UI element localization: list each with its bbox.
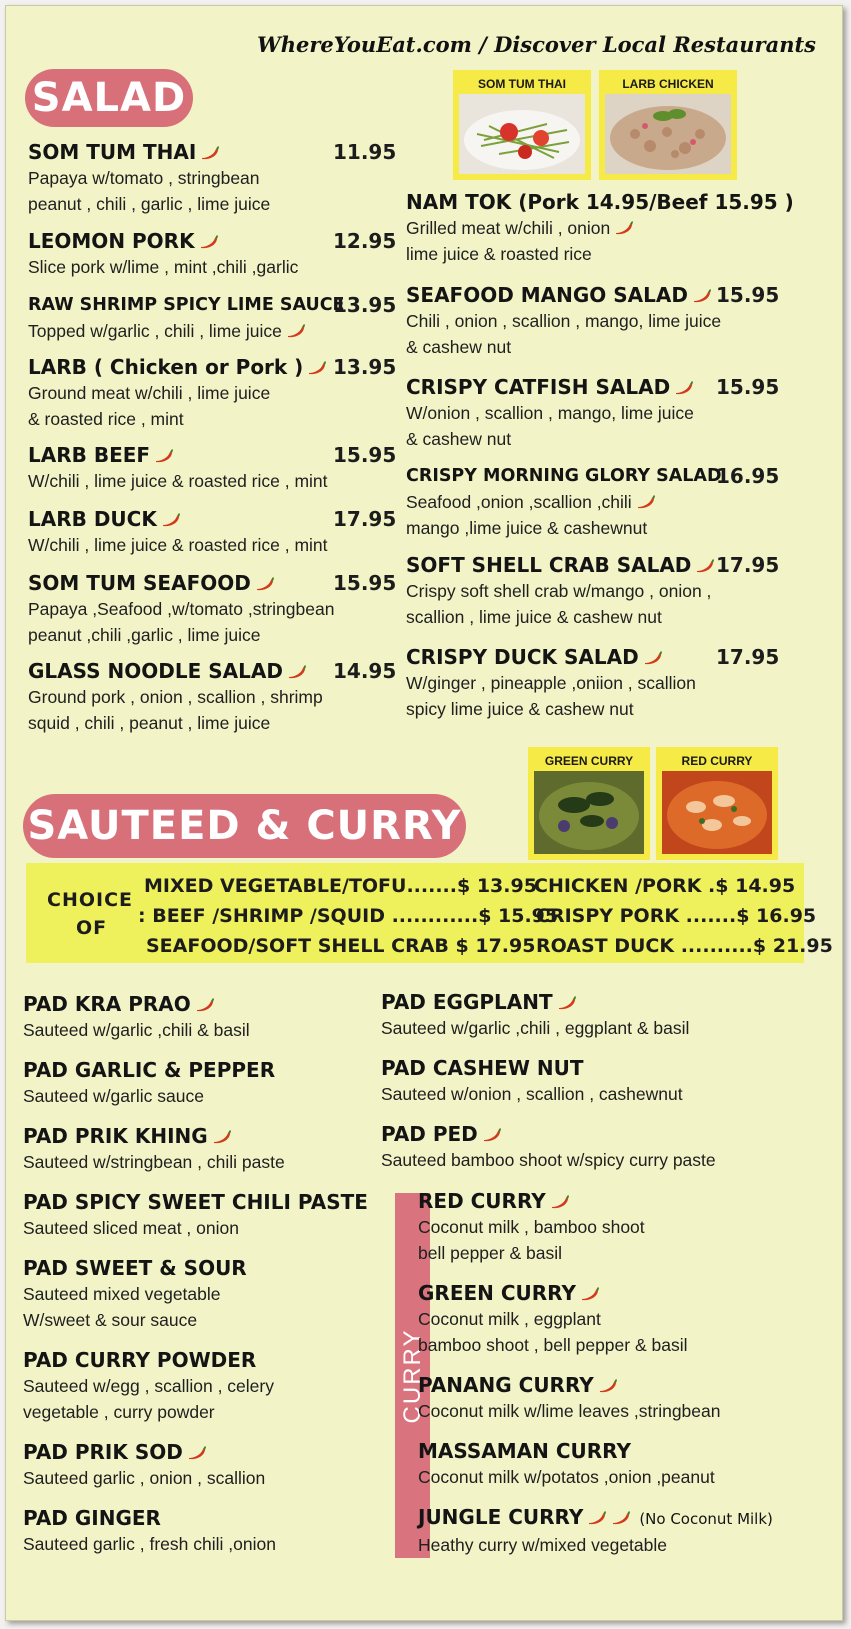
- item-name-text: SOM TUM THAI: [28, 140, 197, 164]
- item-description: [418, 1306, 818, 1332]
- item-description-text: Seafood ,onion ,scallion ,chili: [406, 492, 632, 512]
- item-name-text: SOFT SHELL CRAB SALAD: [406, 553, 692, 577]
- chili-icon: [643, 651, 663, 665]
- chili-icon: [195, 998, 215, 1012]
- item-name-text: CRISPY CATFISH SALAD: [406, 375, 671, 399]
- menu-item: [23, 1123, 383, 1175]
- menu-item: [406, 644, 806, 722]
- item-description-text: vegetable , curry powder: [23, 1402, 215, 1422]
- item-name: [23, 1347, 383, 1373]
- item-name: [23, 1255, 383, 1281]
- item-name-text: RAW SHRIMP SPICY LIME SAUCE: [28, 295, 345, 315]
- item-description-text: Papaya ,Seafood ,w/tomato ,stringbean: [28, 599, 335, 619]
- menu-item: [418, 1438, 818, 1490]
- chili-icon: [154, 449, 174, 463]
- menu-item: [23, 1347, 383, 1425]
- photo-caption: RED CURRY: [681, 754, 753, 768]
- chili-icon: [598, 1379, 618, 1393]
- menu-item: [406, 552, 806, 630]
- item-description: [406, 696, 806, 722]
- item-name: [23, 1057, 383, 1083]
- item-price: 17.95: [716, 645, 780, 669]
- item-description-text: Sauteed mixed vegetable: [23, 1284, 221, 1304]
- item-description-text: Sauteed w/garlic ,chili , eggplant & basil: [381, 1018, 690, 1038]
- photo-green-curry: [528, 747, 650, 860]
- chili-icon: [287, 665, 307, 679]
- item-name: [23, 991, 383, 1017]
- item-description: [23, 1465, 383, 1491]
- item-description: [23, 1017, 383, 1043]
- menu-item: [406, 189, 806, 267]
- item-description: [418, 1214, 818, 1240]
- item-description: [23, 1399, 383, 1425]
- chili-icon: [200, 146, 220, 160]
- item-description: [28, 165, 393, 191]
- menu-item: [381, 1121, 811, 1173]
- menu-item: [406, 374, 806, 452]
- menu-item: [23, 1439, 383, 1491]
- item-description-text: W/sweet & sour sauce: [23, 1310, 198, 1330]
- menu-item: [406, 282, 806, 360]
- item-description-text: bamboo shoot , bell pepper & basil: [418, 1335, 688, 1355]
- item-description-text: peanut ,chili ,garlic , lime juice: [28, 625, 261, 645]
- item-name-text: PAD PRIK KHING: [23, 1124, 208, 1148]
- item-price: 14.95: [333, 659, 397, 683]
- larb-chicken-image: [605, 94, 731, 174]
- item-name-text: PAD EGGPLANT: [381, 990, 553, 1014]
- menu-item: [23, 1505, 383, 1557]
- item-description: [28, 468, 393, 494]
- item-description: [28, 191, 393, 217]
- item-price: 17.95: [333, 507, 397, 531]
- item-name-text: PAD GARLIC & PEPPER: [23, 1058, 276, 1082]
- item-name-text: CRISPY DUCK SALAD: [406, 645, 639, 669]
- item-name-text: PAD KRA PRAO: [23, 992, 191, 1016]
- item-description: [406, 604, 806, 630]
- menu-item: [28, 506, 397, 558]
- item-description: [28, 532, 393, 558]
- item-name-text: PAD CASHEW NUT: [381, 1056, 584, 1080]
- item-name-text: CRISPY MORNING GLORY SALAD: [406, 466, 722, 486]
- item-price: 15.95: [333, 443, 397, 467]
- menu-item: [28, 292, 397, 344]
- item-description-text: Sauteed bamboo shoot w/spicy curry paste: [381, 1150, 716, 1170]
- menu-item: [28, 228, 397, 280]
- item-description-text: Sauteed w/egg , scallion , celery: [23, 1376, 274, 1396]
- item-name: [23, 1505, 383, 1531]
- item-description-text: Sauteed w/garlic ,chili & basil: [23, 1020, 250, 1040]
- chili-icon: [161, 513, 181, 527]
- item-price: 15.95: [333, 571, 397, 595]
- item-name-text: PAD CURRY POWDER: [23, 1348, 257, 1372]
- chili-icon: [614, 221, 634, 235]
- item-description-text: Coconut milk w/lime leaves ,stringbean: [418, 1401, 721, 1421]
- choice-label-of: OF: [76, 917, 108, 939]
- item-name-text: SOM TUM SEAFOOD: [28, 571, 251, 595]
- item-description-text: Sauteed sliced meat , onion: [23, 1218, 239, 1238]
- chili-icon: [580, 1287, 600, 1301]
- item-description: [381, 1147, 811, 1173]
- item-name: [381, 1055, 811, 1081]
- item-price: 16.95: [716, 464, 780, 488]
- item-name-text: NAM TOK (Pork 14.95/Beef 15.95 ): [406, 190, 794, 214]
- item-name-text: GLASS NOODLE SALAD: [28, 659, 283, 683]
- photo-caption: SOM TUM THAI: [478, 77, 566, 91]
- item-description: [406, 308, 806, 334]
- item-description-text: Sauteed w/garlic sauce: [23, 1086, 204, 1106]
- choice-row: CHICKEN /PORK .$ 14.95: [534, 875, 796, 897]
- item-description-text: Slice pork w/lime , mint ,chili ,garlic: [28, 257, 299, 277]
- item-name-text: PAD SPICY SWEET CHILI PASTE: [23, 1190, 368, 1214]
- item-name: [418, 1438, 818, 1464]
- item-description-text: W/chili , lime juice & roasted rice , mint: [28, 471, 328, 491]
- item-description: [28, 684, 393, 710]
- menu-item: [28, 658, 397, 736]
- item-description-text: Sauteed w/onion , scallion , cashewnut: [381, 1084, 683, 1104]
- menu-item: [28, 442, 397, 494]
- item-name-text: PAD GINGER: [23, 1506, 161, 1530]
- item-description: [406, 241, 806, 267]
- item-description: [406, 334, 806, 360]
- item-name-text: LARB DUCK: [28, 507, 157, 531]
- protein-choice-box: [26, 863, 833, 963]
- item-description-text: W/chili , lime juice & roasted rice , mint: [28, 535, 328, 555]
- item-description-text: Ground meat w/chili , lime juice: [28, 383, 271, 403]
- item-description: [406, 670, 806, 696]
- photo-red-curry: [656, 747, 778, 860]
- menu-item: [406, 463, 806, 541]
- chili-icon: [255, 577, 275, 591]
- chili-icon: [692, 289, 712, 303]
- item-description-text: Heathy curry w/mixed vegetable: [418, 1535, 667, 1555]
- papaya-salad-image: [459, 94, 585, 174]
- item-description-text: Sauteed w/stringbean , chili paste: [23, 1152, 285, 1172]
- item-name-text: LARB BEEF: [28, 443, 151, 467]
- item-name: [406, 189, 806, 215]
- item-price: 15.95: [716, 375, 780, 399]
- item-name-text: GREEN CURRY: [418, 1281, 576, 1305]
- item-description: [418, 1464, 818, 1490]
- item-description: [28, 622, 393, 648]
- menu-item: [418, 1372, 818, 1424]
- item-description: [28, 254, 393, 280]
- item-description-text: Coconut milk , eggplant: [418, 1309, 601, 1329]
- item-description: [23, 1373, 383, 1399]
- item-description: [23, 1531, 383, 1557]
- item-description-text: Chili , onion , scallion , mango, lime juice: [406, 311, 722, 331]
- item-description-text: W/ginger , pineapple ,oniion , scallion: [406, 673, 696, 693]
- menu-item: [28, 570, 397, 648]
- photo-larb-chicken: [599, 70, 737, 180]
- item-description: [23, 1215, 383, 1241]
- item-description-text: Coconut milk w/potatos ,onion ,peanut: [418, 1467, 715, 1487]
- choice-row: ROAST DUCK ..........$ 21.95: [536, 935, 833, 957]
- menu-page: [5, 5, 843, 1621]
- chili-icon: [212, 1130, 232, 1144]
- item-description-text: Ground pork , onion , scallion , shrimp: [28, 687, 323, 707]
- item-price: 15.95: [716, 283, 780, 307]
- item-description-text: Sauteed garlic , onion , scallion: [23, 1468, 266, 1488]
- item-description: [406, 400, 806, 426]
- item-description-text: lime juice & roasted rice: [406, 244, 592, 264]
- item-description-text: scallion , lime juice & cashew nut: [406, 607, 662, 627]
- menu-item: [23, 1189, 383, 1241]
- choice-label: CHOICE: [47, 889, 133, 911]
- item-description: [28, 710, 393, 736]
- chili-icon: [286, 324, 306, 338]
- item-name-text: PAD PRIK SOD: [23, 1440, 183, 1464]
- item-price: 11.95: [333, 140, 397, 164]
- menu-item: [418, 1504, 818, 1558]
- menu-item: [381, 989, 811, 1041]
- item-name-text: MASSAMAN CURRY: [418, 1439, 631, 1463]
- item-name-text: RED CURRY: [418, 1189, 546, 1213]
- item-description-text: peanut , chili , garlic , lime juice: [28, 194, 271, 214]
- item-description: [381, 1081, 811, 1107]
- item-description: [406, 489, 806, 515]
- item-price: 13.95: [333, 293, 397, 317]
- item-price: 12.95: [333, 229, 397, 253]
- item-name-text: PAD PED: [381, 1122, 478, 1146]
- item-description-text: mango ,lime juice & cashewnut: [406, 518, 648, 538]
- chili-icon: [636, 495, 656, 509]
- menu-item: [28, 354, 397, 432]
- item-description-text: spicy lime juice & cashew nut: [406, 699, 634, 719]
- chili-icon: [550, 1195, 570, 1209]
- item-description: [406, 426, 806, 452]
- item-description-text: Grilled meat w/chili , onion: [406, 218, 611, 238]
- item-description: [381, 1015, 811, 1041]
- item-description-text: squid , chili , peanut , lime juice: [28, 713, 271, 733]
- item-description-text: & cashew nut: [406, 337, 512, 357]
- item-description: [28, 380, 393, 406]
- item-price: 17.95: [716, 553, 780, 577]
- item-description: [28, 406, 393, 432]
- sauteed-curry-heading: SAUTEED & CURRY: [23, 794, 466, 858]
- choice-row: MIXED VEGETABLE/TOFU.......$ 13.95: [144, 875, 537, 897]
- chili-icon: [199, 235, 219, 249]
- item-description: [28, 596, 393, 622]
- item-description: [418, 1240, 818, 1266]
- menu-item: [23, 991, 383, 1043]
- item-description-text: Crispy soft shell crab w/mango , onion ,: [406, 581, 712, 601]
- menu-item: [418, 1188, 818, 1266]
- chili-icon: [187, 1446, 207, 1460]
- item-name: [418, 1372, 818, 1398]
- item-description-text: & cashew nut: [406, 429, 512, 449]
- chili-icon: [674, 381, 694, 395]
- item-description-text: Sauteed garlic , fresh chili ,onion: [23, 1534, 276, 1554]
- chili-icon: [695, 559, 715, 573]
- item-description-text: & roasted rice , mint: [28, 409, 184, 429]
- choice-row: CRISPY PORK .......$ 16.95: [536, 905, 817, 927]
- item-name: [23, 1189, 383, 1215]
- choice-row: SEAFOOD/SOFT SHELL CRAB $ 17.95: [146, 935, 536, 957]
- photo-caption: LARB CHICKEN: [622, 77, 714, 91]
- menu-item: [381, 1055, 811, 1107]
- menu-item: [23, 1255, 383, 1333]
- item-name: [418, 1280, 818, 1306]
- item-name: [23, 1123, 383, 1149]
- red-curry-image: [662, 771, 772, 854]
- chili-icon: [557, 996, 577, 1010]
- photo-som-tum-thai: [453, 70, 591, 180]
- item-description: [406, 515, 806, 541]
- item-description: [23, 1083, 383, 1109]
- item-name: [381, 989, 811, 1015]
- chili-icon: [611, 1511, 631, 1525]
- item-name-text: LEOMON PORK: [28, 229, 195, 253]
- photo-caption: GREEN CURRY: [544, 754, 634, 768]
- chili-icon: [307, 361, 327, 375]
- item-description-text: bell pepper & basil: [418, 1243, 562, 1263]
- chili-icon: [482, 1128, 502, 1142]
- item-description: [28, 318, 393, 344]
- menu-item: [418, 1280, 818, 1358]
- item-name: [418, 1188, 818, 1214]
- item-name-text: SEAFOOD MANGO SALAD: [406, 283, 688, 307]
- salad-heading: SALAD: [25, 69, 193, 127]
- item-name-text: LARB ( Chicken or Pork ): [28, 355, 304, 379]
- item-name: [381, 1121, 811, 1147]
- item-name-text: PAD SWEET & SOUR: [23, 1256, 247, 1280]
- item-name-text: JUNGLE CURRY: [418, 1505, 584, 1529]
- item-note: (No Coconut Milk): [639, 1510, 773, 1528]
- item-name: [23, 1439, 383, 1465]
- watermark: WhereYouEat.com / Discover Local Restaurants: [257, 32, 816, 57]
- menu-item: [23, 1057, 383, 1109]
- item-description: [406, 578, 806, 604]
- item-description-text: Papaya w/tomato , stringbean: [28, 168, 260, 188]
- item-description: [23, 1149, 383, 1175]
- item-description-text: Topped w/garlic , chili , lime juice: [28, 321, 282, 341]
- menu-item: [28, 139, 397, 217]
- item-description-text: Coconut milk , bamboo shoot: [418, 1217, 645, 1237]
- item-name: [418, 1504, 818, 1532]
- item-description: [406, 215, 806, 241]
- item-description: [23, 1281, 383, 1307]
- item-name-text: PANANG CURRY: [418, 1373, 594, 1397]
- item-description: [418, 1332, 818, 1358]
- chili-icon: [587, 1511, 607, 1525]
- curry-label: CURRY: [398, 1328, 426, 1423]
- green-curry-image: [534, 771, 644, 854]
- item-price: 13.95: [333, 355, 397, 379]
- item-description-text: W/onion , scallion , mango, lime juice: [406, 403, 694, 423]
- choice-row: : BEEF /SHRIMP /SQUID ............$ 15.95: [138, 905, 559, 927]
- item-description: [418, 1398, 818, 1424]
- item-description: [418, 1532, 818, 1558]
- item-description: [23, 1307, 383, 1333]
